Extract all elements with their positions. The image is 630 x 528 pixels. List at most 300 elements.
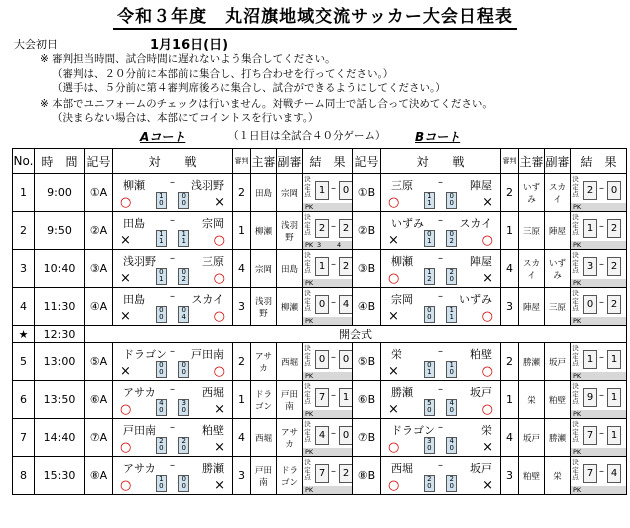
row-no: 6 — [13, 381, 35, 419]
away-half-scores — [178, 399, 189, 416]
home-half-scores — [156, 192, 167, 209]
score-dash: – — [599, 297, 604, 308]
home-result-mark: ○ — [388, 195, 400, 210]
result-box — [303, 457, 352, 494]
away-first-half: 0 — [449, 230, 454, 238]
result-box — [303, 381, 352, 418]
away-team: 戸田南 — [191, 348, 224, 361]
away-half-scores — [178, 306, 189, 323]
vs-dash: – — [438, 346, 443, 357]
home-team: 宗岡 — [391, 293, 413, 306]
row-time: 12:30 — [35, 326, 85, 343]
result-box — [303, 250, 352, 287]
match-row — [13, 343, 627, 381]
sub-referee-b: 坂戸 — [545, 343, 571, 381]
ref-group-a: 2 — [233, 343, 251, 381]
pk-row — [571, 410, 626, 418]
home-first-half: 3 — [427, 437, 432, 445]
opening-ceremony-row — [13, 326, 627, 343]
pk-row — [303, 203, 352, 211]
match-box — [381, 250, 500, 287]
home-result-mark: × — [120, 364, 131, 379]
ref-group-a: 3 — [233, 288, 251, 326]
header-match-b: 対 戦 — [381, 149, 501, 174]
ref-group-a: 3 — [233, 457, 251, 495]
home-first-half: 2 — [159, 437, 164, 445]
pk-home: 3 — [317, 241, 322, 249]
header-ref-b: 審判 — [501, 149, 519, 174]
match-row — [13, 250, 627, 288]
away-first-half: 1 — [181, 230, 186, 238]
result-box — [571, 343, 626, 380]
home-first-half: 0 — [159, 268, 164, 276]
home-first-half: 1 — [159, 230, 164, 238]
away-result-mark: ○ — [481, 233, 493, 248]
away-second-half: 1 — [181, 237, 186, 245]
match-box — [381, 457, 500, 494]
score-dash: – — [599, 221, 604, 232]
match-row — [13, 288, 627, 326]
home-team: アサカ — [123, 386, 156, 399]
away-half-scores — [178, 268, 189, 285]
result-box — [571, 381, 626, 418]
main-referee-a: 田島 — [251, 174, 277, 212]
final-away-score: 1 — [607, 426, 621, 445]
home-result-mark: ○ — [388, 271, 400, 286]
home-second-half: 1 — [159, 275, 164, 283]
away-first-half: 0 — [181, 192, 186, 200]
match-code-a: ②A — [85, 212, 113, 250]
pk-row — [571, 448, 626, 456]
away-result-mark: ○ — [213, 233, 225, 248]
home-result-mark: × — [120, 271, 131, 286]
row-time: 13:00 — [35, 343, 85, 381]
match-box — [381, 419, 500, 456]
score-label: 決定点 — [304, 213, 311, 236]
home-second-half: 0 — [427, 482, 432, 490]
away-team: 栄 — [481, 424, 492, 437]
home-second-half: 0 — [159, 368, 164, 376]
final-away-score: 0 — [607, 181, 621, 200]
home-half-scores — [156, 437, 167, 454]
result-box — [303, 174, 352, 211]
vs-dash: – — [170, 177, 175, 188]
sub-referee-a: 柳瀬 — [277, 288, 303, 326]
row-no: ★ — [13, 326, 35, 343]
match-cell — [113, 457, 233, 495]
pk-label: PK — [305, 448, 314, 456]
match-box — [381, 343, 500, 380]
home-second-half: 1 — [427, 368, 432, 376]
home-team: 浅羽野 — [123, 255, 156, 268]
away-team: 陣屋 — [470, 179, 492, 192]
match-code-b: ⑧B — [353, 457, 381, 495]
home-second-half: 1 — [427, 237, 432, 245]
final-away-score: 1 — [339, 388, 353, 407]
match-row — [13, 212, 627, 250]
match-code-b: ⑦B — [353, 419, 381, 457]
away-second-half: 4 — [181, 313, 186, 321]
ref-group-a: 4 — [233, 419, 251, 457]
home-first-half: 1 — [159, 192, 164, 200]
match-code-b: ③B — [353, 250, 381, 288]
score-dash: – — [331, 466, 336, 477]
match-cell — [113, 250, 233, 288]
header-ref-a: 審判 — [233, 149, 251, 174]
match-box — [381, 212, 500, 249]
result-box — [303, 419, 352, 456]
match-code-b: ⑤B — [353, 343, 381, 381]
away-half-scores — [446, 268, 457, 285]
match-cell — [113, 381, 233, 419]
row-no: 3 — [13, 250, 35, 288]
ref-group-a: 1 — [233, 381, 251, 419]
pk-row — [303, 279, 352, 287]
home-team: 田島 — [123, 217, 145, 230]
away-half-scores — [178, 230, 189, 247]
result-box — [303, 288, 352, 325]
home-second-half: 0 — [159, 313, 164, 321]
result-cell — [571, 381, 627, 419]
sub-referee-b: 陣屋 — [545, 212, 571, 250]
result-cell — [303, 419, 353, 457]
row-time: 10:40 — [35, 250, 85, 288]
ref-group-b: 1 — [501, 212, 519, 250]
sub-referee-b: 三原 — [545, 288, 571, 326]
main-referee-b: 勝瀬 — [519, 343, 545, 381]
home-first-half: 0 — [159, 306, 164, 314]
match-code-b: ⑥B — [353, 381, 381, 419]
main-referee-a: 宗岡 — [251, 250, 277, 288]
match-code-b: ②B — [353, 212, 381, 250]
ceremony-label: 開会式 — [85, 326, 627, 343]
sub-referee-a: 西堀 — [277, 343, 303, 381]
pk-label: PK — [305, 317, 314, 325]
date: 1月16日(日) — [150, 38, 229, 53]
away-first-half: 0 — [181, 361, 186, 369]
home-team: アサカ — [123, 462, 156, 475]
home-half-scores — [424, 230, 435, 247]
pk-row — [303, 241, 352, 249]
final-away-score: 4 — [339, 295, 353, 314]
match-cell — [381, 212, 501, 250]
away-result-mark: ○ — [213, 364, 225, 379]
result-cell — [571, 419, 627, 457]
home-second-half: 1 — [159, 237, 164, 245]
match-cell — [381, 250, 501, 288]
pk-label: PK — [573, 279, 582, 287]
away-result-mark: ○ — [481, 364, 493, 379]
final-home-score: 1 — [583, 350, 597, 369]
pk-label: PK — [573, 203, 582, 211]
away-result-mark: × — [482, 478, 493, 493]
ref-group-b: 3 — [501, 288, 519, 326]
score-dash: – — [331, 390, 336, 401]
away-team: 勝瀬 — [202, 462, 224, 475]
away-team: スカイ — [191, 293, 224, 306]
final-away-score: 0 — [339, 426, 353, 445]
main-referee-a: ドラゴン — [251, 381, 277, 419]
row-time: 13:50 — [35, 381, 85, 419]
note-4: ※ 本部でユニフォームのチェックは行いません。対戦チーム同士で話し合って決めてください。 — [40, 98, 493, 110]
vs-dash: – — [438, 291, 443, 302]
match-code-a: ⑥A — [85, 381, 113, 419]
final-away-score: 2 — [339, 257, 353, 276]
away-result-mark: ○ — [213, 271, 225, 286]
final-home-score: 4 — [315, 426, 329, 445]
score-label: 決定点 — [572, 420, 579, 443]
home-result-mark: ○ — [120, 402, 132, 417]
court-b-label: Bコート — [415, 130, 461, 144]
away-half-scores — [446, 399, 457, 416]
away-half-scores — [446, 361, 457, 378]
header-code-b: 記号 — [353, 149, 381, 174]
match-cell — [381, 343, 501, 381]
pk-row — [571, 486, 626, 494]
match-box — [381, 288, 500, 325]
note-2: （審判は、２０分前に本部前に集合し、打ち合わせを行ってください。） — [52, 68, 394, 80]
final-away-score: 2 — [607, 295, 621, 314]
final-home-score: 2 — [315, 219, 329, 238]
main-referee-b: 粕壁 — [519, 457, 545, 495]
final-home-score: 7 — [315, 388, 329, 407]
home-first-half: 0 — [427, 306, 432, 314]
sub-referee-b: いずみ — [545, 250, 571, 288]
match-box — [381, 381, 500, 418]
pk-away: 4 — [337, 241, 342, 249]
away-team: 坂戸 — [470, 386, 492, 399]
match-row — [13, 457, 627, 495]
final-away-score: 2 — [607, 219, 621, 238]
pk-row — [303, 486, 352, 494]
home-second-half: 0 — [159, 199, 164, 207]
pk-label: PK — [305, 241, 314, 249]
away-second-half: 0 — [181, 482, 186, 490]
match-code-a: ④A — [85, 288, 113, 326]
header-result-b: 結 果 — [571, 149, 627, 174]
final-away-score: 2 — [339, 464, 353, 483]
main-referee-a: 西堀 — [251, 419, 277, 457]
score-label: 決定点 — [304, 175, 311, 198]
away-half-scores — [178, 361, 189, 378]
result-cell — [571, 288, 627, 326]
score-dash: – — [331, 428, 336, 439]
home-team: 戸田南 — [123, 424, 156, 437]
home-first-half: 2 — [427, 475, 432, 483]
away-second-half: 0 — [449, 368, 454, 376]
score-label: 決定点 — [572, 382, 579, 405]
result-cell — [571, 457, 627, 495]
main-referee-b: いずみ — [519, 174, 545, 212]
pk-label: PK — [305, 410, 314, 418]
home-first-half: 0 — [427, 230, 432, 238]
ref-group-b: 2 — [501, 174, 519, 212]
away-result-mark: × — [214, 195, 225, 210]
away-team: 陣屋 — [470, 255, 492, 268]
match-box — [113, 343, 232, 380]
away-half-scores — [446, 230, 457, 247]
sub-referee-a: アサカ — [277, 419, 303, 457]
pk-row — [303, 410, 352, 418]
final-home-score: 3 — [583, 257, 597, 276]
away-second-half: 2 — [181, 275, 186, 283]
score-label: 決定点 — [572, 175, 579, 198]
pk-label: PK — [573, 372, 582, 380]
sub-referee-b: 粕壁 — [545, 381, 571, 419]
match-cell — [381, 419, 501, 457]
day-label: 大会初日 — [14, 38, 58, 51]
home-team: 栄 — [391, 348, 402, 361]
pk-row — [571, 372, 626, 380]
home-half-scores — [156, 361, 167, 378]
pk-row — [571, 317, 626, 325]
away-result-mark: × — [482, 195, 493, 210]
match-code-a: ⑦A — [85, 419, 113, 457]
home-first-half: 0 — [159, 361, 164, 369]
result-cell — [303, 381, 353, 419]
header-row — [13, 149, 627, 174]
result-box — [571, 288, 626, 325]
main-referee-b: 三原 — [519, 212, 545, 250]
main-referee-b: 栄 — [519, 381, 545, 419]
vs-dash: – — [438, 422, 443, 433]
home-first-half: 0 — [427, 361, 432, 369]
away-second-half: 2 — [449, 237, 454, 245]
result-box — [571, 250, 626, 287]
sub-referee-a: 田島 — [277, 250, 303, 288]
match-code-a: ⑧A — [85, 457, 113, 495]
score-label: 決定点 — [572, 458, 579, 481]
main-referee-a: 戸田南 — [251, 457, 277, 495]
pk-row — [303, 317, 352, 325]
away-first-half: 1 — [449, 306, 454, 314]
final-away-score: 1 — [607, 350, 621, 369]
row-no: 4 — [13, 288, 35, 326]
row-time: 11:30 — [35, 288, 85, 326]
match-row — [13, 419, 627, 457]
result-cell — [303, 174, 353, 212]
ref-group-a: 4 — [233, 250, 251, 288]
home-team: ドラゴン — [391, 424, 435, 437]
home-half-scores — [156, 475, 167, 492]
match-code-b: ④B — [353, 288, 381, 326]
vs-dash: – — [438, 177, 443, 188]
ref-group-b: 4 — [501, 250, 519, 288]
away-result-mark: × — [214, 440, 225, 455]
match-cell — [113, 419, 233, 457]
vs-dash: – — [438, 215, 443, 226]
away-first-half: 2 — [449, 475, 454, 483]
away-half-scores — [446, 475, 457, 492]
vs-dash: – — [438, 384, 443, 395]
pk-row — [571, 279, 626, 287]
home-second-half: 0 — [159, 406, 164, 414]
result-box — [571, 174, 626, 211]
home-half-scores — [424, 306, 435, 323]
home-second-half: 1 — [427, 199, 432, 207]
score-label: 決定点 — [304, 458, 311, 481]
sub-referee-a: 浅羽野 — [277, 212, 303, 250]
home-half-scores — [424, 268, 435, 285]
header-main-a: 主審 — [251, 149, 277, 174]
home-second-half: 0 — [427, 313, 432, 321]
score-dash: – — [599, 352, 604, 363]
pk-label: PK — [573, 410, 582, 418]
main-referee-a: 柳瀬 — [251, 212, 277, 250]
header-no: No. — [13, 149, 35, 174]
vs-dash: – — [170, 291, 175, 302]
pk-row — [571, 203, 626, 211]
pk-row — [571, 241, 626, 249]
home-half-scores — [424, 361, 435, 378]
score-label: 決定点 — [304, 289, 311, 312]
home-half-scores — [424, 475, 435, 492]
away-second-half: 1 — [449, 313, 454, 321]
score-dash: – — [331, 259, 336, 270]
home-team: 三原 — [391, 179, 413, 192]
court-a-label: Aコート — [140, 130, 186, 144]
score-label: 決定点 — [304, 382, 311, 405]
ref-group-a: 1 — [233, 212, 251, 250]
note-5: （決まらない場合は、本部にてコイントスを行います。） — [52, 112, 319, 124]
result-box — [571, 419, 626, 456]
match-cell — [381, 174, 501, 212]
match-box — [113, 381, 232, 418]
home-result-mark: ○ — [388, 478, 400, 493]
home-result-mark: ○ — [120, 440, 132, 455]
score-dash: – — [331, 297, 336, 308]
away-first-half: 2 — [449, 268, 454, 276]
match-cell — [113, 288, 233, 326]
ref-group-b: 4 — [501, 419, 519, 457]
header-match-a: 対 戦 — [113, 149, 233, 174]
header-code-a: 記号 — [85, 149, 113, 174]
score-dash: – — [331, 183, 336, 194]
pk-row — [303, 448, 352, 456]
final-home-score: 7 — [583, 464, 597, 483]
result-cell — [571, 212, 627, 250]
vs-dash: – — [438, 460, 443, 471]
away-team: 坂戸 — [470, 462, 492, 475]
away-half-scores — [178, 475, 189, 492]
main-referee-b: 坂戸 — [519, 419, 545, 457]
score-label: 決定点 — [572, 213, 579, 236]
main-referee-b: スカイ — [519, 250, 545, 288]
home-second-half: 0 — [427, 406, 432, 414]
home-result-mark: ○ — [388, 440, 400, 455]
home-first-half: 1 — [427, 268, 432, 276]
score-dash: – — [599, 183, 604, 194]
home-first-half: 4 — [159, 399, 164, 407]
away-half-scores — [446, 306, 457, 323]
away-result-mark: × — [214, 478, 225, 493]
away-first-half: 4 — [449, 437, 454, 445]
match-box — [113, 419, 232, 456]
row-no: 8 — [13, 457, 35, 495]
match-code-a: ⑤A — [85, 343, 113, 381]
home-second-half: 0 — [427, 444, 432, 452]
away-second-half: 0 — [449, 199, 454, 207]
home-half-scores — [424, 192, 435, 209]
vs-dash: – — [170, 422, 175, 433]
pk-label: PK — [305, 203, 314, 211]
away-team: 西堀 — [202, 386, 224, 399]
match-code-a: ①A — [85, 174, 113, 212]
home-team: ドラゴン — [123, 348, 167, 361]
vs-dash: – — [170, 253, 175, 264]
sub-referee-b: 勝瀬 — [545, 419, 571, 457]
pk-label: PK — [305, 486, 314, 494]
